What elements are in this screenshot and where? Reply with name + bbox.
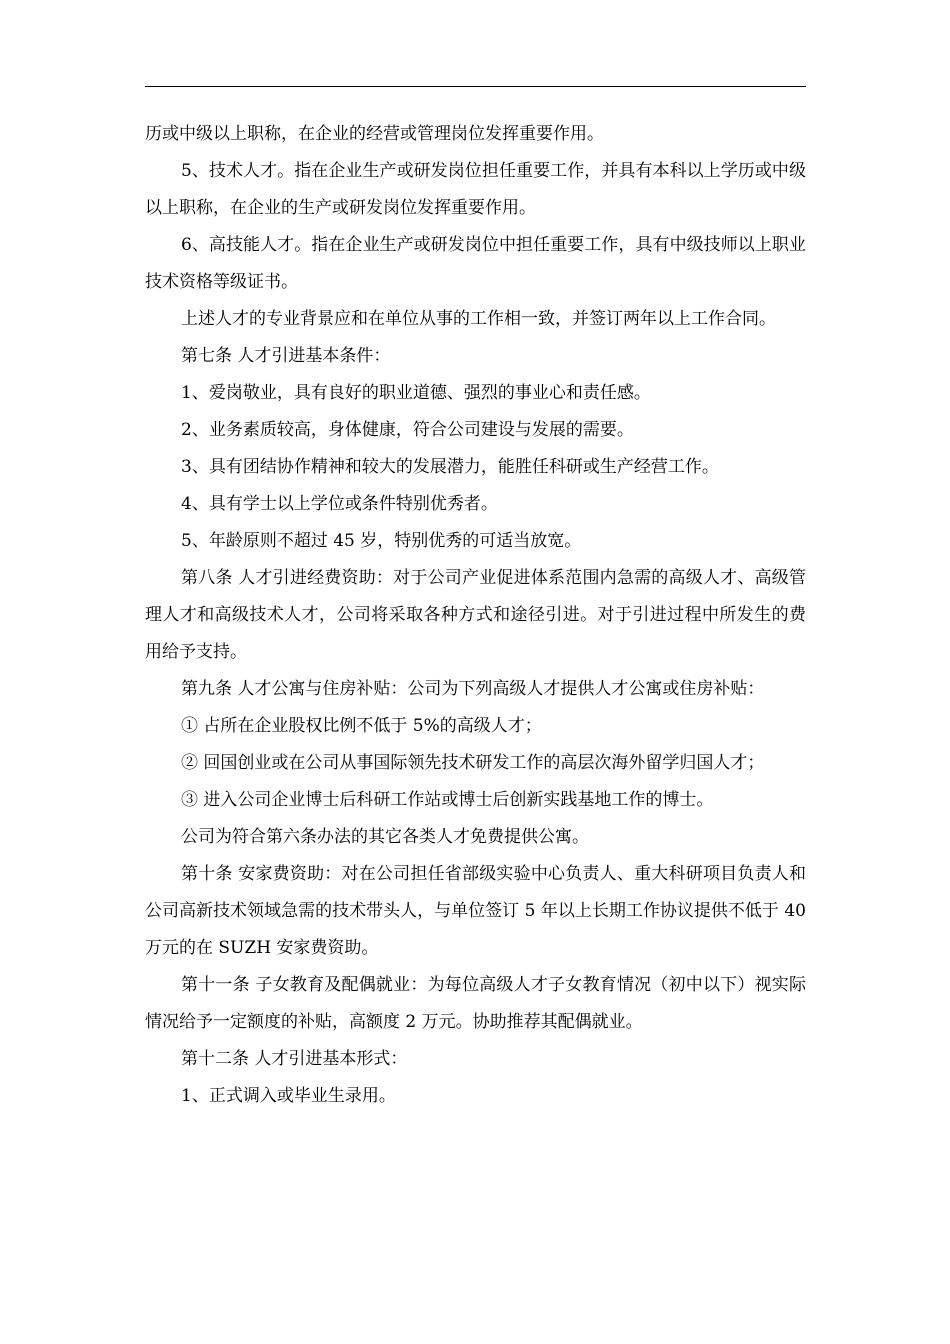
article-paragraph: 第八条 人才引进经费资助：对于公司产业促进体系范围内急需的高级人才、高级管理人才和高级技术人才，公司将采取各种方式和途径引进。对于引进过程中所发生的费用给予支持。 — [145, 568, 806, 662]
list-item: ① 占所在企业股权比例不低于 5%的高级人才； — [181, 716, 542, 736]
paragraph: 历或中级以上职称，在企业的经营或管理岗位发挥重要作用。 — [145, 124, 604, 144]
list-item: 2、业务素质较高，身体健康，符合公司建设与发展的需要。 — [181, 420, 634, 440]
header-rule — [145, 86, 806, 87]
list-item: ② 回国创业或在公司从事国际领先技术研发工作的高层次海外留学归国人才； — [181, 753, 765, 773]
list-item: 5、年龄原则不超过 45 岁，特别优秀的可适当放宽。 — [181, 531, 582, 551]
list-item: 3、具有团结协作精神和较大的发展潜力，能胜任科研或生产经营工作。 — [181, 457, 719, 477]
article-paragraph: 第十一条 子女教育及配偶就业：为每位高级人才子女教育情况（初中以下）视实际情况给予一定额度的补贴，高额度 2 万元。协助推荐其配偶就业。 — [145, 975, 806, 1032]
section-heading: 第十二条 人才引进基本形式： — [181, 1049, 408, 1069]
paragraph: 6、高技能人才。指在企业生产或研发岗位中担任重要工作，具有中级技师以上职业技术资格等级证书。 — [145, 235, 806, 292]
list-item: 4、具有学士以上学位或条件特别优秀者。 — [181, 494, 498, 514]
paragraph: 5、技术人才。指在企业生产或研发岗位担任重要工作，并具有本科以上学历或中级以上职称，在企业的生产或研发岗位发挥重要作用。 — [145, 161, 806, 218]
document-body — [145, 116, 806, 1115]
list-item: 1、正式调入或毕业生录用。 — [181, 1086, 396, 1106]
list-item: 1、爱岗敬业，具有良好的职业道德、强烈的事业心和责任感。 — [181, 383, 651, 403]
paragraph: 上述人才的专业背景应和在单位从事的工作相一致，并签订两年以上工作合同。 — [181, 309, 776, 329]
list-item: ③ 进入公司企业博士后科研工作站或博士后创新实践基地工作的博士。 — [181, 790, 714, 810]
article-paragraph: 第九条 人才公寓与住房补贴：公司为下列高级人才提供人才公寓或住房补贴： — [181, 679, 765, 699]
section-heading: 第七条 人才引进基本条件： — [181, 346, 391, 366]
article-paragraph: 第十条 安家费资助：对在公司担任省部级实验中心负责人、重大科研项目负责人和公司高新技术领域急需的技术带头人，与单位签订 5 年以上长期工作协议提供不低于 40 万元的在 SUZH 安家费资助。 — [145, 864, 806, 958]
paragraph: 公司为符合第六条办法的其它各类人才免费提供公寓。 — [181, 827, 589, 847]
